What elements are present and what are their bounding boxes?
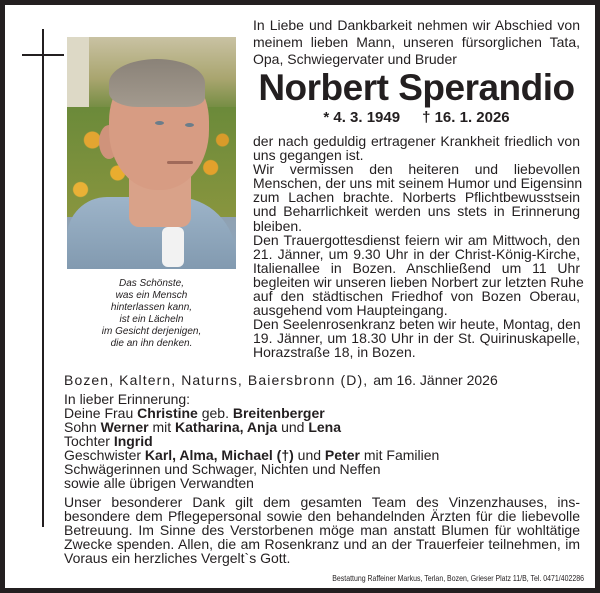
- quote-line: die an ihn denken.: [110, 338, 193, 349]
- thanks-text: [64, 495, 580, 565]
- intro-text: [253, 17, 580, 68]
- obituary-body: [253, 133, 584, 361]
- thanks-line: Betreuung. Im Sinne des Verstorbenen möge man anstatt Blumen für wohltätige: [64, 522, 580, 538]
- family-others: sowie alle übrigen Verwandten: [64, 475, 254, 491]
- intro-line: Opa, Schwiegervater und Bruder: [253, 51, 457, 67]
- places: Bozen, Kaltern, Naturns, Baiersbronn (D),: [64, 372, 369, 388]
- body-line: ausgehend vom Haupteingang.: [253, 302, 448, 319]
- body-line: Wir vermissen den heiteren und liebevollen: [253, 161, 580, 178]
- body-line: Horazstraße 18, in Bozen.: [253, 344, 416, 361]
- quote-line: ist ein Lächeln: [119, 314, 184, 325]
- family-list: [64, 392, 580, 490]
- body-line: Den Seelenrosenkranz beten wir heute, Montag, den: [253, 316, 581, 333]
- thanks-line: Voraus ein herzliches Vergelt`s Gott.: [64, 550, 291, 566]
- thanks-line: Unser besonderer Dank gilt dem gesamten Team des Vinzenzhauses, ins-: [64, 494, 580, 510]
- body-line: 19. Jänner, um 18.30 Uhr in der St. Quirinuskapelle,: [253, 330, 580, 347]
- deceased-name: Norbert Sperandio: [258, 67, 575, 108]
- funeral-home-footer: Bestattung Raffeiner Markus, Terlan, Bozen, Grieser Platz 11/B, Tel. 0471/402286: [332, 573, 584, 583]
- intro-line: meinem lieben Mann, unseren fürsorglichen Tata,: [253, 34, 580, 50]
- birth-date: * 4. 3. 1949: [323, 109, 401, 126]
- family-daughter: Tochter Ingrid: [64, 433, 153, 449]
- cross-icon-bar: [22, 54, 64, 56]
- body-line: uns gegangen ist.: [253, 147, 364, 164]
- body-line: Den Trauergottesdienst feiern wir am Mittwoch, den: [253, 231, 580, 248]
- thanks-line: besondere dem Pflegepersonal sowie den behandelnden Ärzten für die liebevolle: [64, 508, 580, 524]
- family-wife: Deine Frau Christine geb. Breitenberger: [64, 405, 325, 421]
- body-line: der nach geduldig ertragener Krankheit friedlich von: [253, 133, 580, 149]
- quote-line: im Gesicht derjenigen,: [101, 326, 202, 337]
- family-siblings: Geschwister Karl, Alma, Michael (†) und Peter mit Familien: [64, 447, 440, 463]
- family-heading: In lieber Erinnerung:: [64, 391, 191, 407]
- quote-line: Das Schönste,: [118, 278, 185, 289]
- body-line: begleiten wir unseren lieben Norbert zur letzten Ruhe: [253, 273, 584, 290]
- body-line: Italienallee in Bozen. Anschließend um 11 Uhr: [253, 259, 580, 276]
- family-son: Sohn Werner mit Katharina, Anja und Lena: [64, 419, 342, 435]
- cross-icon: [42, 29, 44, 527]
- intro-line: In Liebe und Dankbarkeit nehmen wir Abschied von: [253, 17, 580, 33]
- portrait-photo: [67, 37, 236, 269]
- life-dates: [253, 109, 580, 127]
- body-line: auf den städtischen Friedhof von Bozen Oberau,: [253, 288, 580, 305]
- death-date: † 16. 1. 2026: [422, 109, 510, 126]
- body-line: bleiben.: [253, 217, 303, 234]
- memorial-quote: [67, 278, 236, 350]
- notice-date: am 16. Jänner 2026: [373, 372, 498, 388]
- body-line: Menschen, der uns mit seinem Humor und Eigensinn: [253, 175, 583, 192]
- quote-line: was ein Mensch: [115, 290, 188, 301]
- thanks-line: Zwecke spenden. Allen, die am Rosenkranz und an der Trauerfeier teilnehmen, im: [64, 536, 580, 552]
- body-line: zum Lachen brachte. Norberts Pflichtbewusstsein: [253, 189, 580, 206]
- place-date-line: [64, 373, 580, 387]
- body-line: 21. Jänner, um 9.30 Uhr in der Christ-König-Kirche,: [253, 245, 580, 262]
- quote-line: hinterlassen kann,: [110, 302, 193, 313]
- family-inlaws: Schwägerinnen und Schwager, Nichten und Neffen: [64, 461, 381, 477]
- body-line: und Beharrlichkeit werden uns stets in Erinnerung: [253, 203, 580, 220]
